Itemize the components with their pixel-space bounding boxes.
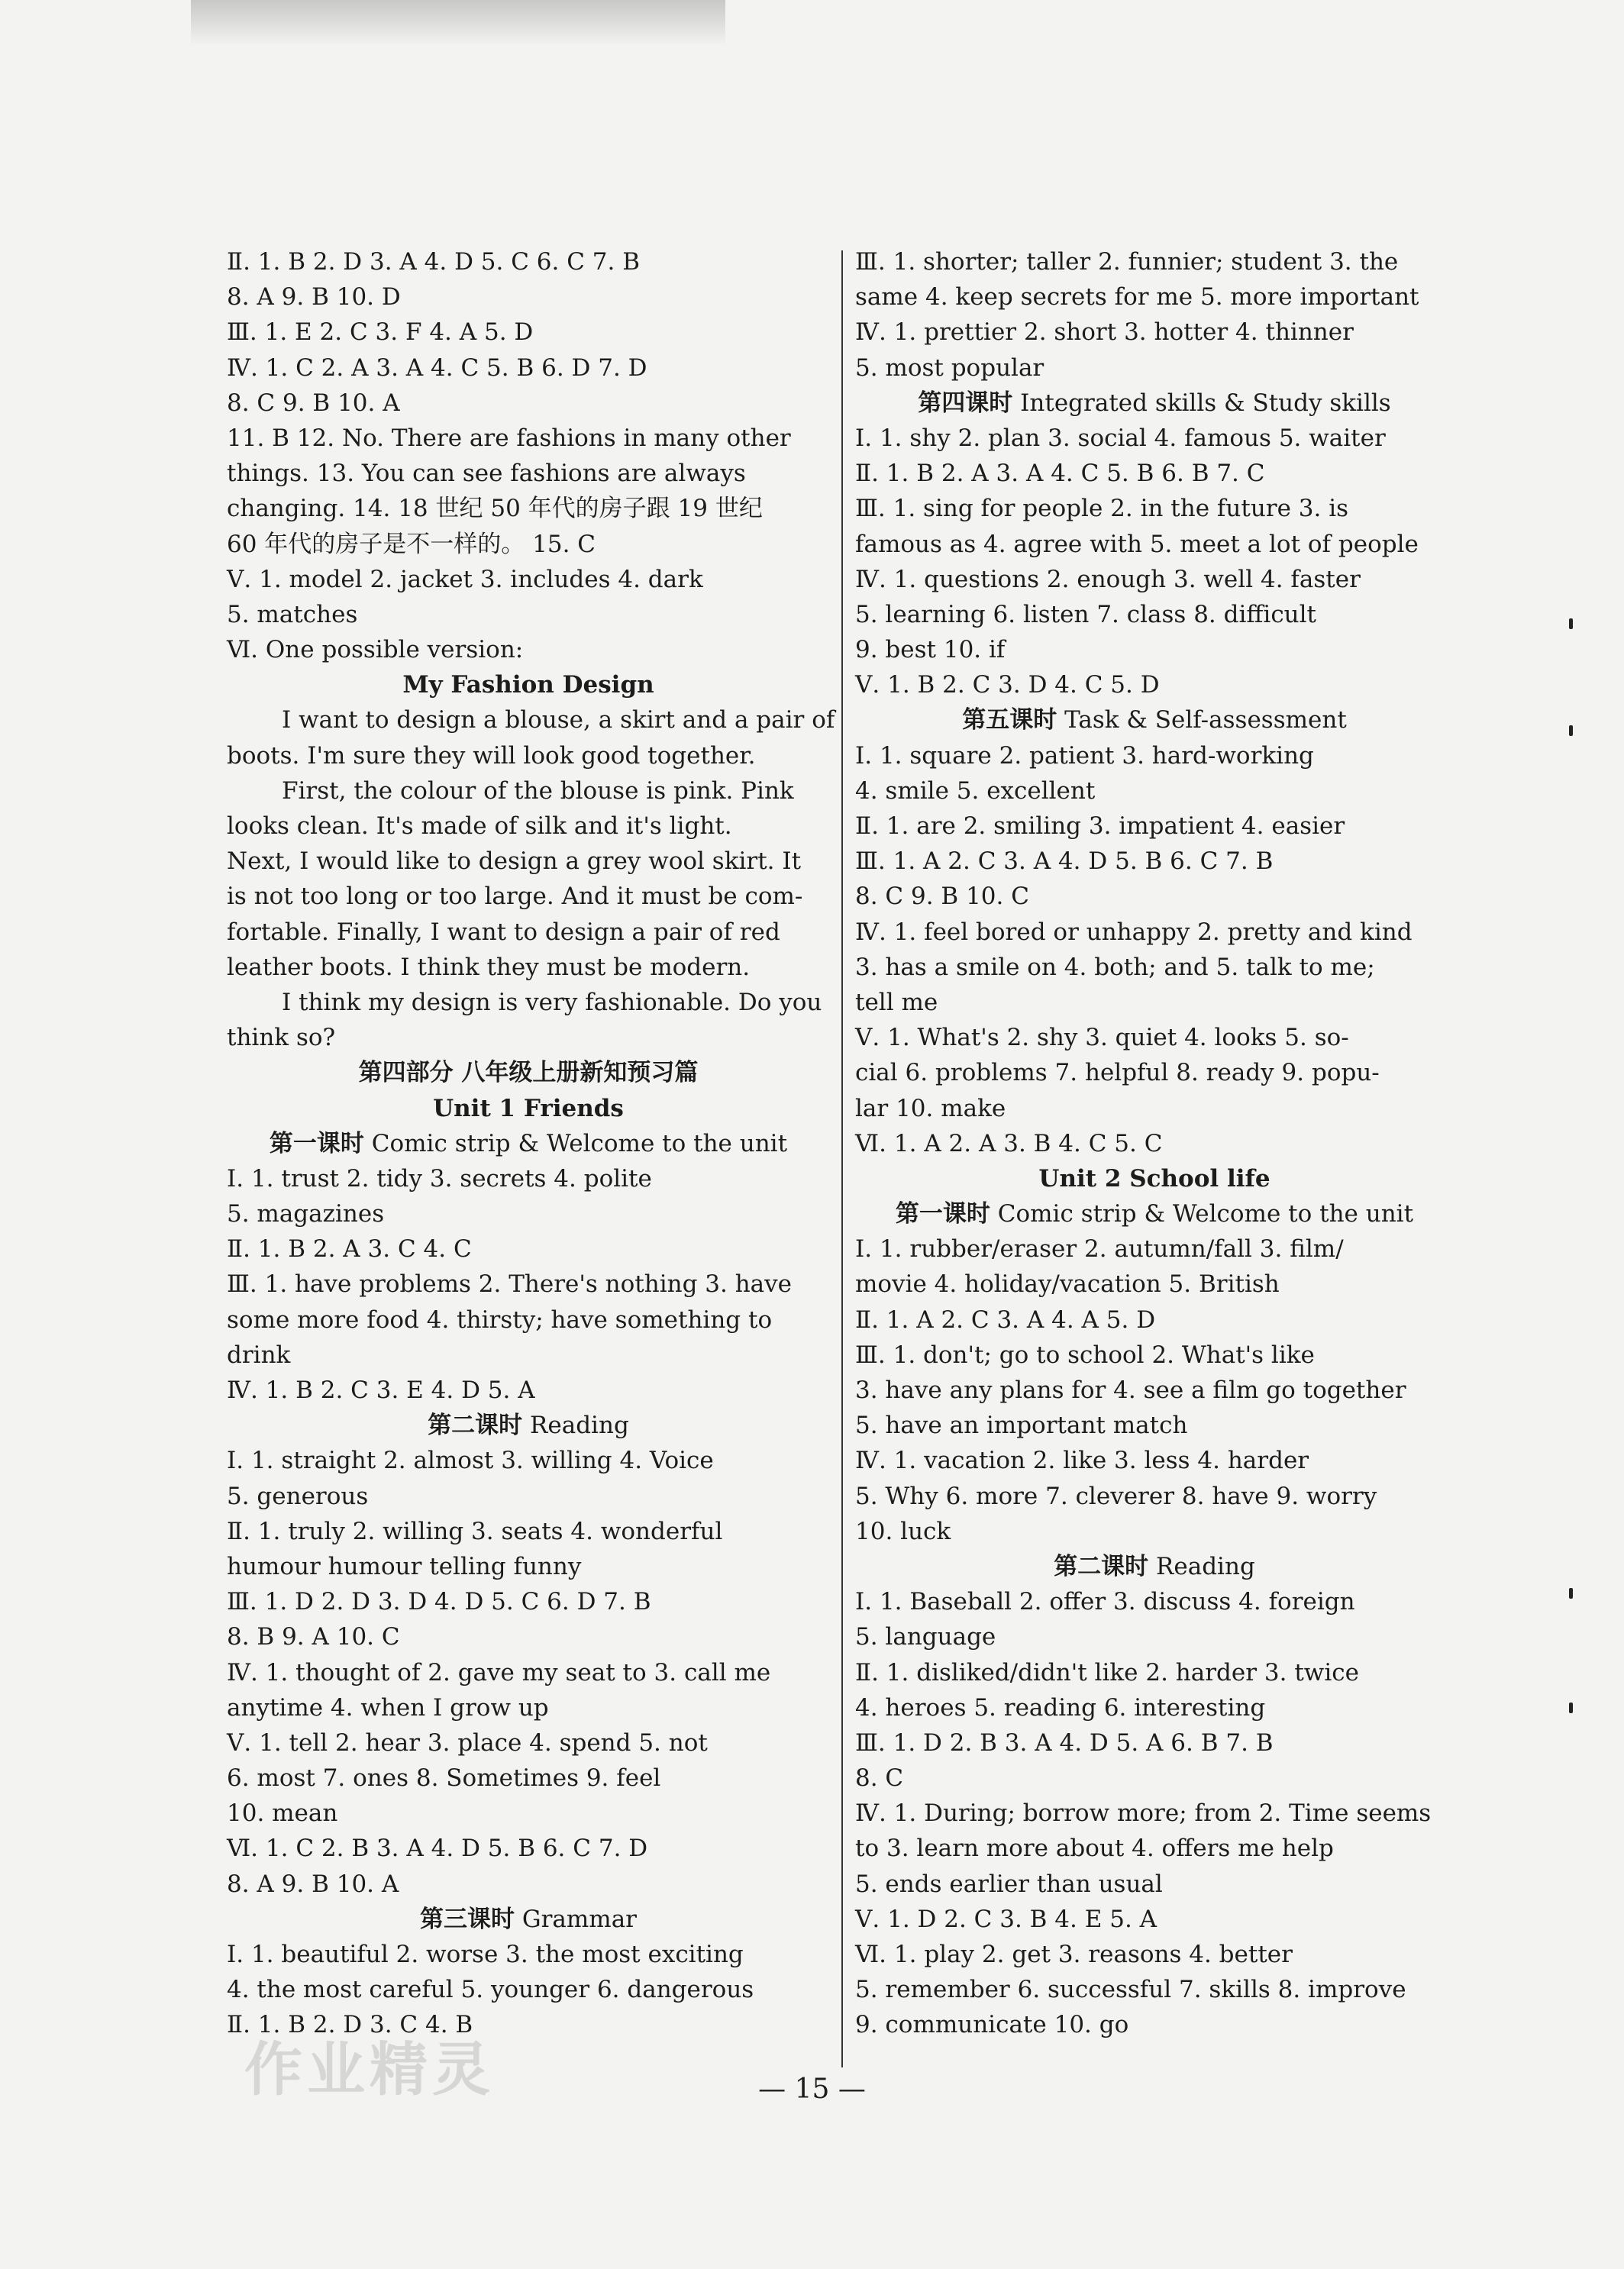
answer-line: 8. C 9. B 10. C	[855, 883, 1029, 911]
answer-line: Ⅵ. 1. C 2. B 3. A 4. D 5. B 6. C 7. D	[227, 1835, 648, 1863]
answer-line: Ⅴ. 1. B 2. C 3. D 4. C 5. D	[855, 671, 1160, 699]
answer-line: Ⅰ. 1. shy 2. plan 3. social 4. famous 5. waiter	[855, 424, 1386, 452]
answer-line: anytime 4. when I grow up	[227, 1693, 549, 1722]
lesson-heading	[855, 386, 1454, 421]
left-column	[227, 244, 835, 2043]
lesson-number: 第五课时	[962, 706, 1057, 734]
answer-line: cial 6. problems 7. helpful 8. ready 9. popu-	[855, 1059, 1380, 1087]
answer-line: Ⅳ. 1. During; borrow more; from 2. Time seems	[855, 1799, 1432, 1828]
answer-line: Ⅴ. 1. What's 2. shy 3. quiet 4. looks 5. so-	[855, 1024, 1349, 1052]
lesson-title: Comic strip & Welcome to the unit	[371, 1129, 788, 1157]
answer-line: Ⅱ. 1. B 2. D 3. A 4. D 5. C 6. C 7. B	[227, 248, 641, 276]
answer-line: changing. 14. 18 世纪 50 年代的房子跟 19 世纪	[227, 495, 763, 523]
answer-line: Ⅴ. 1. model 2. jacket 3. includes 4. dark	[227, 565, 703, 593]
page-number: — 15 —	[758, 2074, 866, 2105]
answer-line: Ⅲ. 1. D 2. B 3. A 4. D 5. A 6. B 7. B	[855, 1728, 1274, 1757]
lesson-number: 第一课时	[895, 1200, 990, 1228]
answer-line: Ⅱ. 1. truly 2. willing 3. seats 4. wonderful	[227, 1517, 723, 1545]
answer-line: boots. I'm sure they will look good together.	[227, 741, 756, 770]
answer-line: 5. ends earlier than usual	[855, 1870, 1163, 1898]
lesson-title: Comic strip & Welcome to the unit	[997, 1200, 1414, 1228]
answer-line: to 3. learn more about 4. offers me help	[855, 1835, 1334, 1863]
answer-line: lar 10. make	[855, 1094, 1006, 1122]
answer-line: 9. communicate 10. go	[855, 2011, 1129, 2039]
answer-line: Ⅲ. 1. sing for people 2. in the future 3. is	[855, 495, 1349, 523]
lesson-heading	[855, 702, 1454, 738]
column-divider	[841, 250, 843, 2067]
scan-smudge	[191, 0, 725, 46]
answer-line: looks clean. It's made of silk and it's light.	[227, 812, 732, 840]
answer-line: 4. the most careful 5. younger 6. dangerous	[227, 1976, 754, 2004]
answer-line: drink	[227, 1341, 291, 1369]
lesson-title: Task & Self-assessment	[1064, 706, 1347, 734]
answer-line: Ⅱ. 1. A 2. C 3. A 4. A 5. D	[855, 1306, 1156, 1334]
lesson-number: 第四课时	[918, 389, 1013, 417]
answer-line: 8. C 9. B 10. A	[227, 389, 400, 417]
section-heading: My Fashion Design	[402, 671, 654, 699]
lesson-title: Grammar	[521, 1905, 637, 1933]
answer-line: Ⅴ. 1. tell 2. hear 3. place 4. spend 5. not	[227, 1728, 708, 1757]
watermark: 作业精灵	[244, 2035, 495, 2103]
essay-line: I want to design a blouse, a skirt and a pair of	[282, 706, 835, 734]
answer-line: Ⅱ. 1. disliked/didn't like 2. harder 3. twice	[855, 1658, 1359, 1686]
scan-mark	[1569, 1703, 1573, 1713]
answer-line: 5. most popular	[855, 353, 1044, 382]
answer-line: Ⅳ. 1. B 2. C 3. E 4. D 5. A	[227, 1377, 535, 1404]
answer-line: Ⅰ. 1. beautiful 2. worse 3. the most exciting	[227, 1941, 744, 1968]
answer-line: Ⅱ. 1. B 2. A 3. C 4. C	[227, 1235, 472, 1264]
answer-line: 8. A 9. B 10. A	[227, 1870, 399, 1898]
lesson-heading	[227, 1126, 830, 1161]
section-heading: 第四部分 八年级上册新知预习篇	[358, 1059, 699, 1087]
answer-line: 60 年代的房子是不一样的。 15. C	[227, 530, 596, 558]
answer-line: some more food 4. thirsty; have something to	[227, 1306, 773, 1334]
answer-line: 3. has a smile on 4. both; and 5. talk to me;	[855, 953, 1375, 981]
answer-line: 10. luck	[855, 1517, 951, 1545]
answer-line: leather boots. I think they must be modern.	[227, 953, 751, 981]
answer-line: Ⅳ. 1. thought of 2. gave my seat to 3. call me	[227, 1658, 771, 1686]
answer-line: 5. generous	[227, 1482, 369, 1510]
answer-line: 11. B 12. No. There are fashions in many other	[227, 424, 791, 452]
answer-line: Ⅰ. 1. square 2. patient 3. hard-working	[855, 741, 1314, 770]
answer-line: Ⅱ. 1. B 2. D 3. C 4. B	[227, 2011, 473, 2039]
lesson-title: Integrated skills & Study skills	[1020, 389, 1391, 417]
answer-line: Ⅲ. 1. A 2. C 3. A 4. D 5. B 6. C 7. B	[855, 847, 1274, 876]
lesson-heading	[227, 1408, 830, 1443]
section-heading: Unit 1 Friends	[433, 1094, 624, 1122]
answer-line: Ⅲ. 1. D 2. D 3. D 4. D 5. C 6. D 7. B	[227, 1588, 651, 1616]
answer-line: 5. matches	[227, 600, 358, 628]
answer-line: Ⅱ. 1. B 2. A 3. A 4. C 5. B 6. B 7. C	[855, 460, 1265, 488]
answer-line: movie 4. holiday/vacation 5. British	[855, 1270, 1280, 1299]
answer-line: Ⅰ. 1. trust 2. tidy 3. secrets 4. polite	[227, 1164, 652, 1193]
lesson-heading	[855, 1196, 1454, 1231]
lesson-number: 第二课时	[1054, 1552, 1149, 1580]
lesson-number: 第三课时	[419, 1905, 515, 1933]
answer-line: 4. smile 5. excellent	[855, 776, 1096, 805]
answer-line: 8. A 9. B 10. D	[227, 283, 401, 311]
essay-line: First, the colour of the blouse is pink. Pink	[282, 776, 794, 805]
answer-line: 5. magazines	[227, 1200, 385, 1228]
answer-line: 6. most 7. ones 8. Sometimes 9. feel	[227, 1764, 661, 1793]
answer-line: Ⅵ. 1. play 2. get 3. reasons 4. better	[855, 1941, 1293, 1968]
lesson-heading	[227, 1902, 830, 1937]
scan-mark	[1569, 1588, 1573, 1599]
answer-line: is not too long or too large. And it must be com-	[227, 883, 803, 911]
answer-line: 5. language	[855, 1623, 996, 1651]
answer-line: Ⅱ. 1. are 2. smiling 3. impatient 4. easier	[855, 812, 1345, 840]
answer-line: same 4. keep secrets for me 5. more important	[855, 283, 1419, 311]
lesson-number: 第二课时	[428, 1412, 523, 1440]
lesson-title: Reading	[530, 1412, 629, 1440]
lesson-heading	[855, 1549, 1454, 1584]
answer-line: 4. heroes 5. reading 6. interesting	[855, 1693, 1266, 1722]
answer-line: 5. have an important match	[855, 1412, 1188, 1440]
lesson-title: Reading	[1156, 1552, 1255, 1580]
answer-line: 3. have any plans for 4. see a film go together	[855, 1377, 1406, 1404]
answer-line: Ⅰ. 1. rubber/eraser 2. autumn/fall 3. film/	[855, 1235, 1344, 1264]
right-column	[855, 244, 1454, 2043]
answer-line: Ⅳ. 1. feel bored or unhappy 2. pretty and kind	[855, 918, 1413, 946]
section-heading: Unit 2 School life	[1038, 1164, 1270, 1193]
scan-mark	[1569, 725, 1573, 736]
answer-line: 8. C	[855, 1764, 904, 1793]
answer-line: Ⅵ. One possible version:	[227, 636, 524, 664]
answer-line: Ⅰ. 1. straight 2. almost 3. willing 4. Voice	[227, 1447, 714, 1475]
answer-line: humour humour telling funny	[227, 1552, 582, 1580]
answer-line: Ⅲ. 1. have problems 2. There's nothing 3. have	[227, 1270, 793, 1299]
answer-line: Ⅲ. 1. shorter; taller 2. funnier; student 3. the	[855, 248, 1399, 276]
answer-line: things. 13. You can see fashions are always	[227, 460, 746, 488]
answer-line: 9. best 10. if	[855, 636, 1006, 664]
answer-line: Ⅲ. 1. E 2. C 3. F 4. A 5. D	[227, 318, 534, 347]
answer-line: Ⅴ. 1. D 2. C 3. B 4. E 5. A	[855, 1905, 1157, 1933]
answer-line: Ⅲ. 1. don't; go to school 2. What's like	[855, 1341, 1315, 1369]
answer-line: famous as 4. agree with 5. meet a lot of people	[855, 530, 1419, 558]
answer-line: Ⅵ. 1. A 2. A 3. B 4. C 5. C	[855, 1129, 1163, 1157]
answer-line: Ⅳ. 1. C 2. A 3. A 4. C 5. B 6. D 7. D	[227, 353, 647, 382]
answer-line: Ⅳ. 1. questions 2. enough 3. well 4. faster	[855, 565, 1361, 593]
answer-line: Next, I would like to design a grey wool skirt. It	[227, 847, 802, 876]
answer-line: 10. mean	[227, 1799, 338, 1828]
answer-line: 5. learning 6. listen 7. class 8. difficult	[855, 600, 1317, 628]
answer-line: 5. Why 6. more 7. cleverer 8. have 9. worry	[855, 1482, 1377, 1510]
answer-line: think so?	[227, 1024, 336, 1052]
essay-line: I think my design is very fashionable. Do you	[282, 988, 822, 1016]
lesson-number: 第一课时	[269, 1129, 364, 1157]
answer-line: fortable. Finally, I want to design a pair of red	[227, 918, 780, 946]
answer-line: tell me	[855, 988, 938, 1016]
answer-line: Ⅳ. 1. prettier 2. short 3. hotter 4. thinner	[855, 318, 1354, 347]
answer-line: Ⅰ. 1. Baseball 2. offer 3. discuss 4. foreign	[855, 1588, 1355, 1616]
scan-mark	[1569, 618, 1573, 629]
answer-line: Ⅳ. 1. vacation 2. like 3. less 4. harder	[855, 1447, 1309, 1475]
answer-line: 5. remember 6. successful 7. skills 8. improve	[855, 1976, 1406, 2004]
answer-line: 8. B 9. A 10. C	[227, 1623, 400, 1651]
